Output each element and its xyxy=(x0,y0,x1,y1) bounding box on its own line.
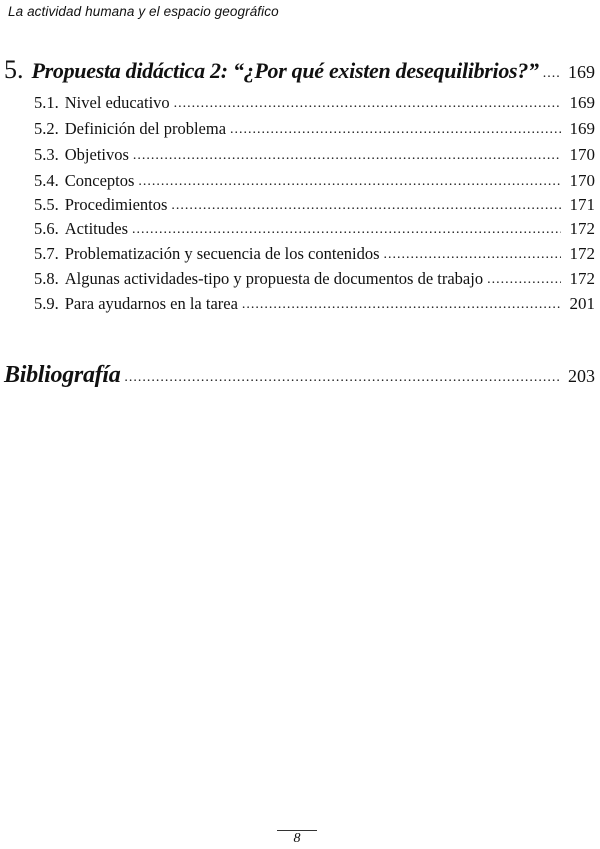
entry-title: Actitudes xyxy=(64,219,128,238)
dot-leader xyxy=(171,196,561,216)
dot-leader xyxy=(124,370,561,386)
entry-title: Nivel educativo xyxy=(64,93,170,112)
entry-number: 5.1. xyxy=(34,93,59,112)
dot-leader xyxy=(543,66,561,82)
dot-leader xyxy=(487,270,561,290)
entry-number: 5.4. xyxy=(34,171,59,190)
toc-entry xyxy=(34,93,595,115)
dot-leader xyxy=(138,172,561,192)
toc-entry xyxy=(34,269,595,291)
toc-entry xyxy=(34,294,595,316)
entry-page: 172 xyxy=(569,244,595,263)
bibliography-title: Bibliografía xyxy=(4,362,121,388)
entry-page: 172 xyxy=(569,269,595,288)
chapter-title: Propuesta didáctica 2: “¿Por qué existen desequilibrios?” xyxy=(31,58,539,83)
entry-page: 169 xyxy=(569,93,595,112)
chapter-number: 5. xyxy=(4,55,24,84)
entry-title: Conceptos xyxy=(64,171,135,190)
dot-leader xyxy=(133,146,561,166)
entry-number: 5.8. xyxy=(34,269,59,288)
toc-bibliography xyxy=(4,362,595,389)
entry-title: Objetivos xyxy=(64,145,129,164)
entry-number: 5.6. xyxy=(34,219,59,238)
toc-entry xyxy=(34,195,595,217)
chapter-page: 169 xyxy=(568,62,595,82)
entry-page: 201 xyxy=(569,294,595,313)
entry-number: 5.9. xyxy=(34,294,59,313)
entry-title: Procedimientos xyxy=(64,195,168,214)
toc-entry xyxy=(34,171,595,193)
page-number: 8 xyxy=(293,831,301,846)
dot-leader xyxy=(132,220,561,240)
running-head: La actividad humana y el espacio geográfico xyxy=(8,4,279,19)
toc-entry xyxy=(34,219,595,241)
dot-leader xyxy=(230,120,561,140)
entry-number: 5.3. xyxy=(34,145,59,164)
toc-entry xyxy=(34,119,595,141)
toc-entry xyxy=(34,145,595,167)
dot-leader xyxy=(242,295,561,315)
entry-page: 171 xyxy=(569,195,595,214)
dot-leader xyxy=(384,245,561,265)
entry-number: 5.7. xyxy=(34,244,59,263)
toc-entry xyxy=(34,244,595,266)
entry-page: 170 xyxy=(569,145,595,164)
bibliography-page: 203 xyxy=(568,366,595,386)
entry-page: 172 xyxy=(569,219,595,238)
entry-number: 5.5. xyxy=(34,195,59,214)
entry-number: 5.2. xyxy=(34,119,59,138)
entry-title: Problematización y secuencia de los contenidos xyxy=(64,244,380,263)
dot-leader xyxy=(174,94,561,114)
entry-title: Algunas actividades-tipo y propuesta de documentos de trabajo xyxy=(64,269,484,288)
entry-title: Para ayudarnos en la tarea xyxy=(64,294,238,313)
entry-title: Definición del problema xyxy=(64,119,227,138)
entry-page: 169 xyxy=(569,119,595,138)
toc-chapter-5 xyxy=(4,55,595,85)
entry-page: 170 xyxy=(569,171,595,190)
